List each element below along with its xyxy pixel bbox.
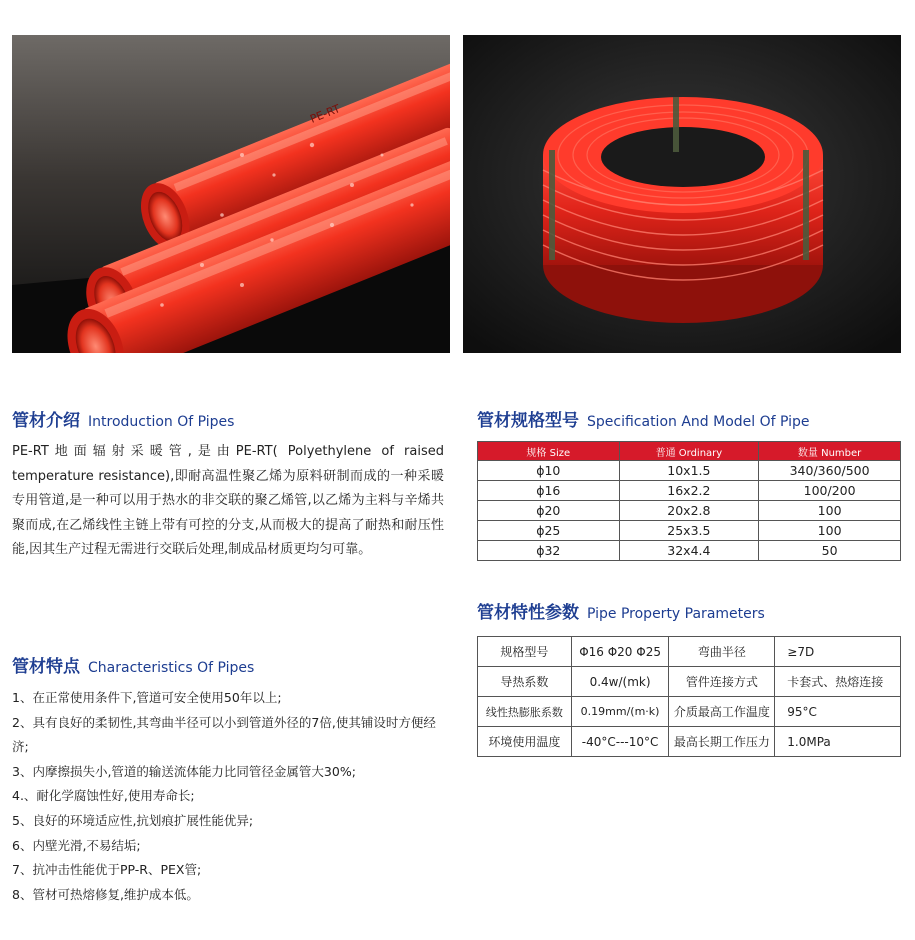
specification-title-zh: 管材规格型号 [477,411,579,431]
introduction-heading [12,406,234,431]
table-row [478,481,901,501]
pipe-coil-photo [463,35,901,353]
cell-size: ϕ25 [478,521,620,541]
list-item: 5、良好的环境适应性,抗划痕扩展性能优异; [12,812,254,828]
cell-ordinary: 25x3.5 [619,521,759,541]
param-label: 最高长期工作压力 [669,727,775,757]
introduction-paragraph: PE-RT地面辐射采暖管,是由PE-RT( Polyethylene of raised temperature resistance),即耐高温性聚乙烯为原料研制而成的一种采暖专用管道,是一种可以用于热水的非交联的聚乙烯管,以乙烯为主料与辛烯共聚而成,在乙烯线性主链上带有可控的分支,从而极大的提高了耐热和耐压性能,因其生产过程无需进行交联后处理,制成品材质更均匀可靠。 [12,444,444,558]
table-row [478,727,901,757]
cell-size: ϕ32 [478,541,620,561]
properties-title-en: Pipe Property Parameters [587,606,765,622]
list-item: 7、抗冲击性能优于PP-R、PEX管; [12,862,202,878]
cell-size: ϕ16 [478,481,620,501]
introduction-title-en: Introduction Of Pipes [88,414,235,430]
red-pipes-image [12,35,450,353]
cell-number: 100 [759,501,901,521]
cell-number: 100 [759,521,901,541]
param-value: 95°C [775,697,901,727]
header-number: 数量 Number [759,442,901,461]
param-label: 弯曲半径 [669,637,775,667]
table-row [478,461,901,481]
cell-ordinary: 16x2.2 [619,481,759,501]
specification-heading [477,406,810,431]
param-value: 0.19mm/(m·k) [571,697,669,727]
characteristics-title-zh: 管材特点 [12,657,80,677]
properties-table [477,636,901,757]
table-header-row [478,442,901,461]
specification-table [477,441,901,561]
properties-title-zh: 管材特性参数 [477,603,579,623]
list-item: 4.、耐化学腐蚀性好,使用寿命长; [12,788,195,804]
header-ordinary: 普通 Ordinary [619,442,759,461]
cell-number: 100/200 [759,481,901,501]
characteristics-list [12,686,452,907]
cell-ordinary: 10x1.5 [619,461,759,481]
pipe-coil-image [463,35,901,353]
characteristics-title-en: Characteristics Of Pipes [88,660,255,676]
param-label: 规格型号 [478,637,572,667]
list-item: 1、在正常使用条件下,管道可安全使用50年以上; [12,690,282,705]
list-item: 6、内壁光滑,不易结垢; [12,837,141,853]
list-item: 8、管材可热熔修复,维护成本低。 [12,886,199,902]
table-row [478,637,901,667]
cell-number: 50 [759,541,901,561]
pipe-print-label: PE-RT [308,102,342,126]
table-row [478,697,901,727]
red-pipes-photo [12,35,450,353]
param-value: -40°C---10°C [571,727,669,757]
table-row [478,667,901,697]
param-value: Φ16 Φ20 Φ25 [571,637,669,667]
introduction-title-zh: 管材介绍 [12,411,80,431]
cell-ordinary: 20x2.8 [619,501,759,521]
param-value: 0.4w/(mk) [571,667,669,697]
table-row [478,541,901,561]
characteristics-heading [12,652,254,677]
header-size: 规格 Size [478,442,620,461]
table-row [478,501,901,521]
cell-ordinary: 32x4.4 [619,541,759,561]
cell-size: ϕ10 [478,461,620,481]
list-item: 3、内摩擦损失小,管道的输送流体能力比同管径金属管大30%; [12,763,356,779]
properties-heading [477,598,765,623]
param-value: 卡套式、热熔连接 [775,667,901,697]
param-label: 环境使用温度 [478,727,572,757]
param-label: 导热系数 [478,667,572,697]
param-value: 1.0MPa [775,727,901,757]
param-label: 线性热膨胀系数 [478,697,572,727]
param-label: 介质最高工作温度 [669,697,775,727]
param-label: 管件连接方式 [669,667,775,697]
cell-number: 340/360/500 [759,461,901,481]
cell-size: ϕ20 [478,501,620,521]
specification-title-en: Specification And Model Of Pipe [587,414,810,430]
param-value: ≥7D [775,637,901,667]
table-row [478,521,901,541]
list-item: 2、具有良好的柔韧性,其弯曲半径可以小到管道外径的7倍,使其铺设时方便经济; [12,714,436,755]
